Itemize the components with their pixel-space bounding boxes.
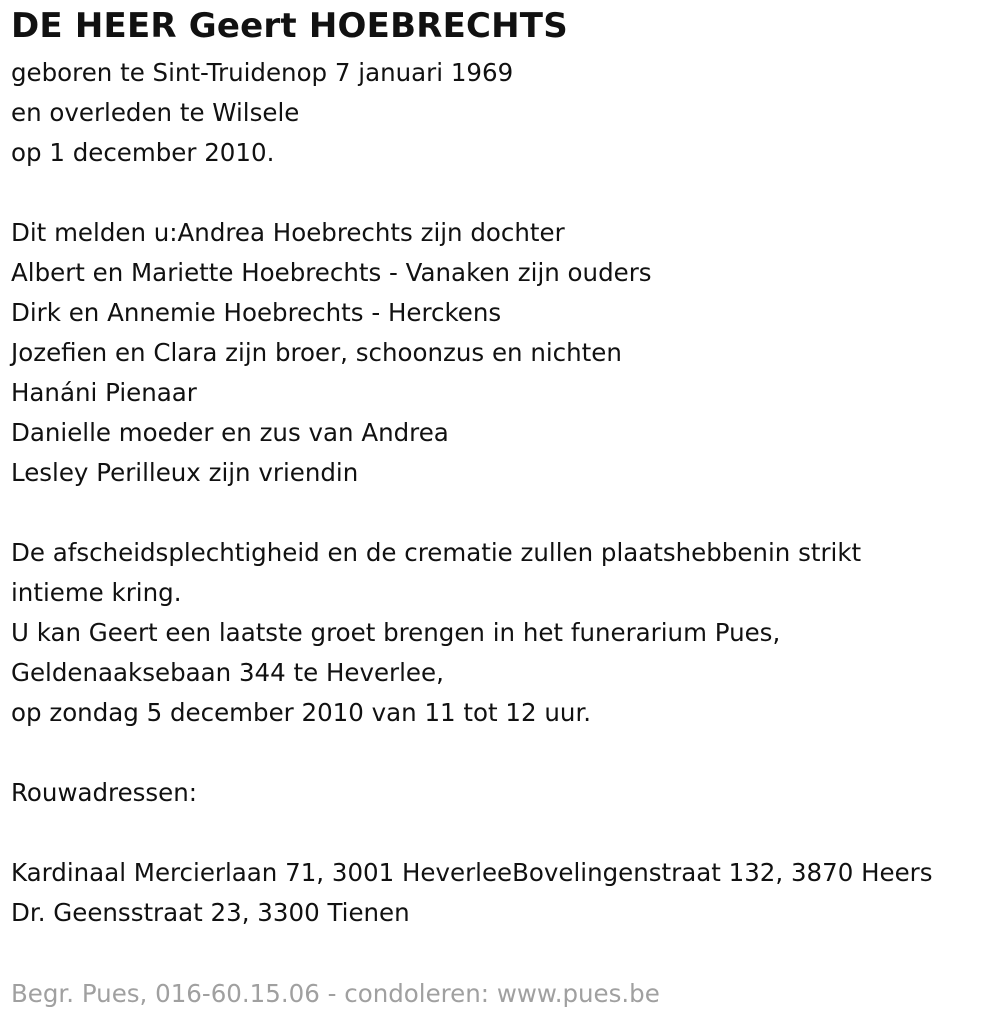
birth-line: geboren te Sint-Truidenop 7 januari 1969 bbox=[11, 58, 514, 87]
addresses-section bbox=[11, 853, 996, 933]
family-line: Hanáni Pienaar bbox=[11, 378, 197, 407]
birth-death-section bbox=[11, 53, 996, 173]
spacer bbox=[11, 813, 996, 853]
death-date-line: op 1 december 2010. bbox=[11, 138, 275, 167]
spacer bbox=[11, 493, 996, 533]
announcement-title: DE HEER Geert HOEBRECHTS bbox=[11, 6, 568, 46]
spacer bbox=[11, 173, 996, 213]
family-line: Dit melden u:Andrea Hoebrechts zijn dochter bbox=[11, 218, 565, 247]
spacer bbox=[11, 733, 996, 773]
ceremony-line: U kan Geert een laatste groet brengen in het funerarium Pues, bbox=[11, 618, 781, 647]
family-line: Lesley Perilleux zijn vriendin bbox=[11, 458, 359, 487]
ceremony-section bbox=[11, 533, 996, 733]
family-line: Dirk en Annemie Hoebrechts - Herckens bbox=[11, 298, 502, 327]
ceremony-line: op zondag 5 december 2010 van 11 tot 12 uur. bbox=[11, 698, 592, 727]
announcement bbox=[11, 0, 996, 933]
family-line: Jozefien en Clara zijn broer, schoonzus en nichten bbox=[11, 338, 622, 367]
ceremony-line: Geldenaaksebaan 344 te Heverlee, bbox=[11, 658, 444, 687]
death-place-line: en overleden te Wilsele bbox=[11, 98, 300, 127]
address-line: Kardinaal Mercierlaan 71, 3001 HeverleeBovelingenstraat 132, 3870 Heers bbox=[11, 858, 933, 887]
addresses-heading: Rouwadressen: bbox=[11, 778, 198, 807]
address-line: Dr. Geensstraat 23, 3300 Tienen bbox=[11, 898, 410, 927]
family-line: Albert en Mariette Hoebrechts - Vanaken zijn ouders bbox=[11, 258, 652, 287]
ceremony-line: intieme kring. bbox=[11, 578, 182, 607]
footer-contact: Begr. Pues, 016-60.15.06 - condoleren: www.pues.be bbox=[11, 979, 660, 1008]
family-line: Danielle moeder en zus van Andrea bbox=[11, 418, 449, 447]
ceremony-line: De afscheidsplechtigheid en de crematie zullen plaatshebbenin strikt bbox=[11, 538, 862, 567]
family-section bbox=[11, 213, 996, 493]
